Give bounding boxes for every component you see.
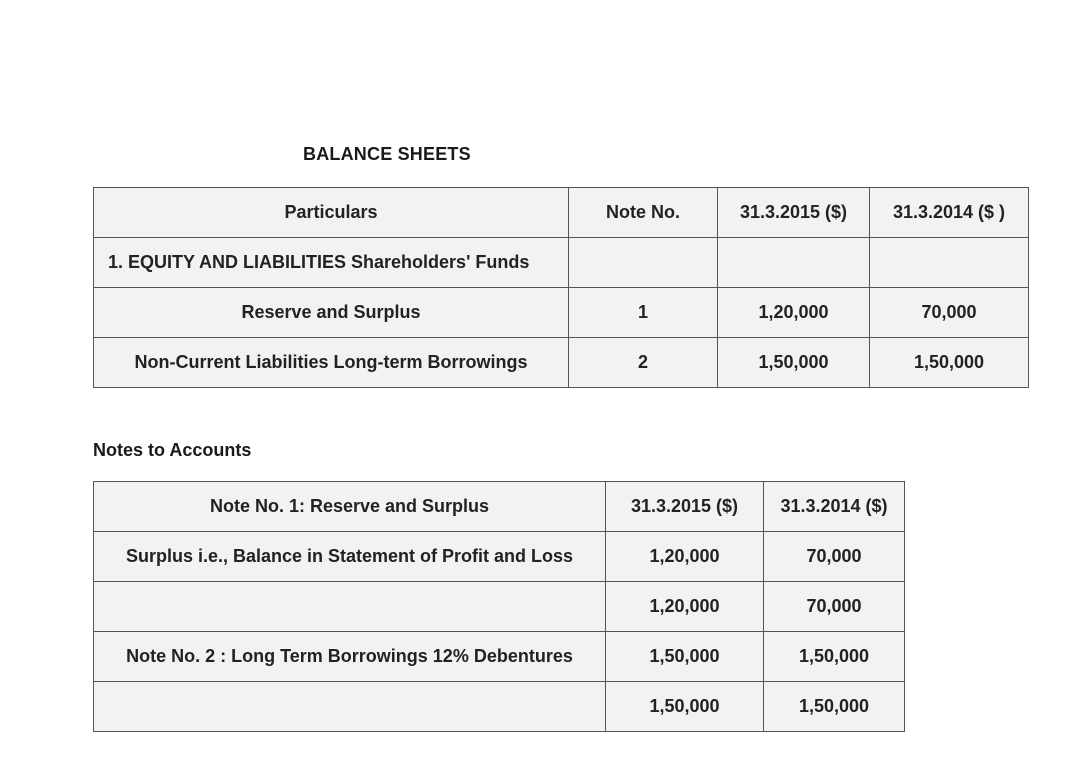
value-2014-cell: 70,000 — [764, 532, 905, 582]
description-cell: Note No. 2 : Long Term Borrowings 12% Debentures — [94, 632, 606, 682]
table-row — [94, 532, 905, 582]
table-header-row — [94, 188, 1029, 238]
description-cell — [94, 682, 606, 732]
balance-sheet-table — [93, 187, 1029, 388]
description-cell — [94, 582, 606, 632]
note-no-cell: 1 — [569, 288, 718, 338]
value-2014-cell: 1,50,000 — [764, 632, 905, 682]
header-cell: 31.3.2014 ($ ) — [870, 188, 1029, 238]
value-2014-cell: 1,50,000 — [870, 338, 1029, 388]
notes-title: Notes to Accounts — [93, 440, 252, 460]
balance-sheet-title: BALANCE SHEETS — [303, 144, 471, 164]
header-cell: 31.3.2014 ($) — [764, 482, 905, 532]
description-cell: Surplus i.e., Balance in Statement of Profit and Loss — [94, 532, 606, 582]
header-cell: Note No. 1: Reserve and Surplus — [94, 482, 606, 532]
value-2015-cell: 1,20,000 — [718, 288, 870, 338]
table-row — [94, 682, 905, 732]
particulars-cell: Reserve and Surplus — [94, 288, 569, 338]
header-cell: 31.3.2015 ($) — [718, 188, 870, 238]
table-row — [94, 632, 905, 682]
particulars-cell: 1. EQUITY AND LIABILITIES Shareholders' Funds — [94, 238, 569, 288]
table-row — [94, 288, 1029, 338]
notes-table — [93, 481, 905, 732]
value-2015-cell: 1,50,000 — [606, 632, 764, 682]
header-cell: Note No. — [569, 188, 718, 238]
value-2015-cell: 1,20,000 — [606, 582, 764, 632]
note-no-cell — [569, 238, 718, 288]
value-2014-cell: 1,50,000 — [764, 682, 905, 732]
header-cell: Particulars — [94, 188, 569, 238]
value-2015-cell — [718, 238, 870, 288]
value-2014-cell — [870, 238, 1029, 288]
particulars-cell: Non-Current Liabilities Long-term Borrowings — [94, 338, 569, 388]
note-no-cell: 2 — [569, 338, 718, 388]
value-2014-cell: 70,000 — [870, 288, 1029, 338]
table-row — [94, 338, 1029, 388]
table-header-row — [94, 482, 905, 532]
value-2015-cell: 1,20,000 — [606, 532, 764, 582]
value-2015-cell: 1,50,000 — [718, 338, 870, 388]
table-row — [94, 238, 1029, 288]
value-2015-cell: 1,50,000 — [606, 682, 764, 732]
value-2014-cell: 70,000 — [764, 582, 905, 632]
header-cell: 31.3.2015 ($) — [606, 482, 764, 532]
table-row — [94, 582, 905, 632]
